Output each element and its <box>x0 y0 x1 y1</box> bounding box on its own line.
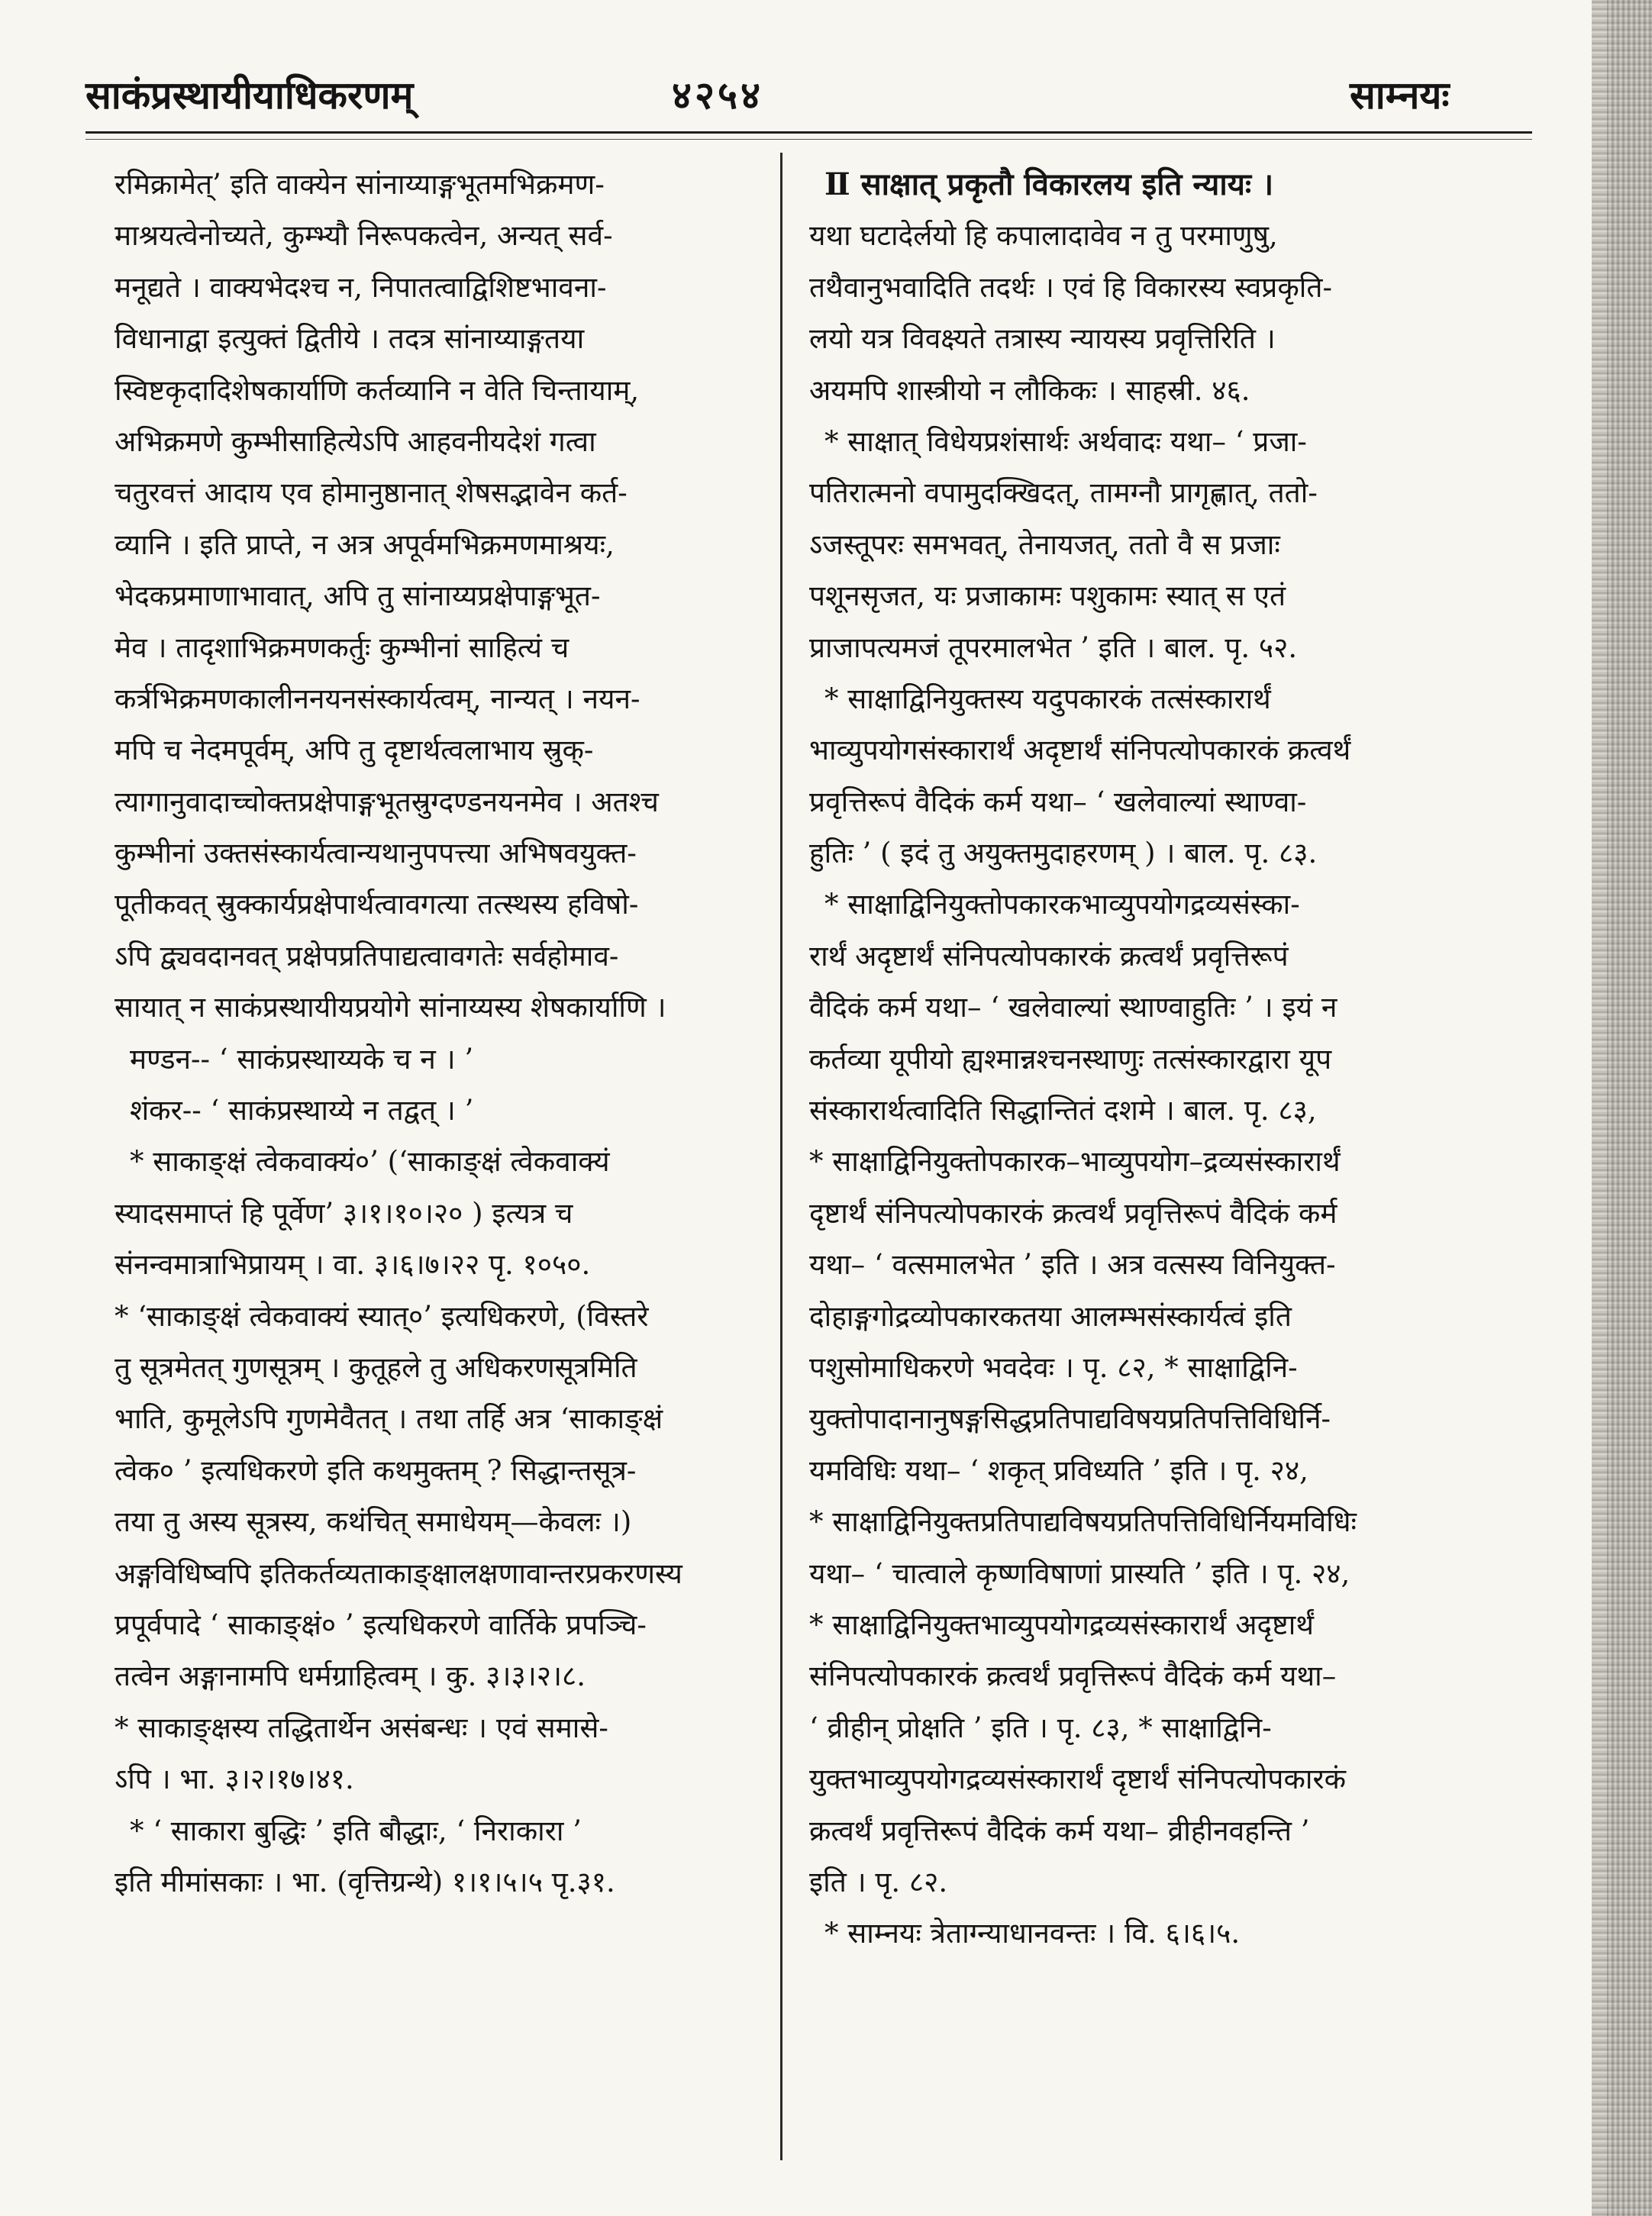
text-line: इति । पृ. ८२. <box>809 1865 948 1898</box>
text-line: वैदिकं कर्म यथा– ‘ खलेवाल्यां स्थाण्वाहुतिः ’ । इयं न <box>809 991 1337 1024</box>
text-line: दोहाङ्गगोद्रव्योपकारकतया आलम्भसंस्कार्यत्वं इति <box>809 1299 1292 1333</box>
text-line: त्वेक० ’ इत्यधिकरणे इति कथमुक्तम् ? सिद्धान्तसूत्र- <box>115 1453 637 1487</box>
text-line: अङ्गविधिष्वपि इतिकर्तव्यताकाङ्क्षालक्षणावान्तरप्रकरणस्य <box>115 1556 682 1590</box>
header-rule <box>86 131 1532 134</box>
text-line: यमविधिः यथा– ‘ शकृत् प्रविध्यति ’ इति । पृ. २४, <box>809 1453 1308 1487</box>
text-line: यथा घटादेर्लयो हि कपालादावेव न तु परमाणुषु, <box>809 219 1278 253</box>
text-line: संस्कारार्थत्वादिति सिद्धान्तितं दशमे । बाल. पृ. ८३, <box>809 1094 1317 1127</box>
entry-heading: * साक्षाद्विनियुक्तोपकारक–भाव्युपयोग–द्रव्यसंस्कारार्थं <box>809 1145 1341 1179</box>
entry-heading: * साकाङ्क्षस्य तद्धितार्थेन असंबन्धः । एवं समासे- <box>115 1711 608 1744</box>
text-line: कर्तव्या यूपीयो ह्यश्मान्नश्चनस्थाणुः तत्संस्कारद्वारा यूप <box>809 1042 1332 1076</box>
entry-heading: * साक्षाद्विनियुक्तस्य यदुपकारकं तत्संस्कारार्थं <box>824 682 1271 715</box>
text-line: स्यादसमाप्तं हि पूर्वेण’ ३।१।१०।२० ) इत्यत्र च <box>115 1196 573 1230</box>
text-line: कुम्भीनां उक्तसंस्कार्यत्वान्यथानुपपत्त्या अभिषवयुक्त- <box>115 837 637 870</box>
text-line: यथा– ‘ वत्समालभेत ’ इति । अत्र वत्सस्य विनियुक्त- <box>809 1248 1336 1282</box>
text-line: पशूनसृजत, यः प्रजाकामः पशुकामः स्यात् स एतं <box>809 579 1286 613</box>
text-line: अयमपि शास्त्रीयो न लौकिकः । साहस्री. ४६. <box>809 373 1250 407</box>
text-line: युक्तोपादानानुषङ्गसिद्धप्रतिपाद्यविषयप्रतिपत्तिविधिर्नि- <box>809 1402 1331 1436</box>
right-column <box>809 159 1523 1960</box>
entry-heading: * साम्नयः त्रेताग्न्याधानवन्तः । वि. ६।६।५. <box>824 1917 1241 1950</box>
entry-heading: * साक्षाद्विनियुक्तभाव्युपयोगद्रव्यसंस्कारार्थं अदृष्टार्थं <box>809 1608 1314 1641</box>
text-line: रार्थं अदृष्टार्थं संनिपत्योपकारकं क्रत्वर्थं प्रवृत्तिरूपं <box>809 939 1289 973</box>
entry-heading: * साकाङ्क्षं त्वेकवाक्यं०’ (‘साकाङ्क्षं त्वेकवाक्यं <box>130 1145 610 1179</box>
entry-heading: * साक्षात् विधेयप्रशंसार्थः अर्थवादः यथा– ‘ प्रजा- <box>824 424 1307 458</box>
running-header-title: साकंप्रस्थायीयाधिकरणम् <box>86 73 414 118</box>
text-line: मनूद्यते । वाक्यभेदश्च न, निपातत्वाद्विशिष्टभावना- <box>115 270 607 304</box>
text-line: प्रपूर्वपादे ‘ साकाङ्क्षं० ’ इत्यधिकरणे वार्तिके प्रपञ्चि- <box>115 1608 647 1641</box>
header-rule-thin <box>86 139 1532 140</box>
text-line: विधानाद्वा इत्युक्तं द्वितीये । तदत्र सांनाय्याङ्गतया <box>115 322 585 356</box>
text-line: माश्रयत्वेनोच्यते, कुम्भ्यौ निरूपकत्वेन, अन्यत् सर्व- <box>115 219 613 253</box>
text-line: हुतिः ’ ( इदं तु अयुक्तमुदाहरणम् ) । बाल. पृ. ८३. <box>809 837 1318 870</box>
text-line: प्रवृत्तिरूपं वैदिकं कर्म यथा– ‘ खलेवाल्यां स्थाण्वा- <box>809 785 1307 818</box>
text-line: अभिक्रमणे कुम्भीसाहित्येऽपि आहवनीयदेशं गत्वा <box>115 424 596 458</box>
running-header-keyword: साम्नयः <box>1350 73 1450 118</box>
text-line: क्रत्वर्थं प्रवृत्तिरूपं वैदिकं कर्म यथा– व्रीहीनवहन्ति ’ <box>809 1814 1310 1847</box>
left-column <box>115 159 763 1908</box>
section-heading: Ⅱ साक्षात् प्रकृतौ विकारलय इति न्यायः । <box>824 166 1274 202</box>
text-line: भाव्युपयोगसंस्कारार्थं अदृष्टार्थं संनिपत्योपकारकं क्रत्वर्थं <box>809 734 1351 767</box>
text-line: तया तु अस्य सूत्रस्य, कथंचित् समाधेयम्—केवलः ।) <box>115 1505 632 1539</box>
text-line: यथा– ‘ चात्वाले कृष्णविषाणां प्रास्यति ’ इति । पृ. २४, <box>809 1556 1350 1590</box>
text-line: संनन्वमात्राभिप्रायम् । वा. ३।६।७।२२ पृ. १०५०. <box>115 1248 591 1282</box>
text-line: भाति, कुमूलेऽपि गुणमेवैतत् । तथा तर्हि अत्र ‘साकाङ्क्षं <box>115 1402 663 1436</box>
text-line: तत्वेन अङ्गानामपि धर्मग्राहित्वम् । कु. ३।३।२।८. <box>115 1660 586 1693</box>
entry-heading: * ‘ साकारा बुद्धिः ’ इति बौद्धाः, ‘ निराकारा ’ <box>130 1814 582 1847</box>
text-line: व्यानि । इति प्राप्ते, न अत्र अपूर्वमभिक्रमणमाश्रयः, <box>115 527 615 561</box>
text-line: युक्तभाव्युपयोगद्रव्यसंस्कारार्थं दृष्टार्थं संनिपत्योपकारकं <box>809 1763 1346 1796</box>
text-line: शंकर-- ‘ साकंप्रस्थाय्ये न तद्वत् । ’ <box>130 1094 474 1127</box>
text-line: लयो यत्र विवक्ष्यते तत्रास्य न्यायस्य प्रवृत्तिरिति । <box>809 322 1276 356</box>
text-line: मेव । तादृशाभिक्रमणकर्तुः कुम्भीनां साहित्यं च <box>115 631 569 664</box>
text-line: इति मीमांसकाः । भा. (वृत्तिग्रन्थे) १।१।५।५ पृ.३१. <box>115 1865 615 1898</box>
text-line: चतुरवत्तं आदाय एव होमानुष्ठानात् शेषसद्भावेन कर्त- <box>115 476 628 510</box>
text-line: कर्त्रभिक्रमणकालीननयनसंस्कार्यत्वम्, नान्यत् । नयन- <box>115 682 640 715</box>
text-line: तु सूत्रमेतत् गुणसूत्रम् । कुतूहले तु अधिकरणसूत्रमिति <box>115 1350 637 1384</box>
text-line: सायात् न साकंप्रस्थायीयप्रयोगे सांनाय्यस्य शेषकार्याणि । <box>115 991 666 1024</box>
text-line: मण्डन-- ‘ साकंप्रस्थाय्यके च न । ’ <box>130 1042 474 1076</box>
text-line: संनिपत्योपकारकं क्रत्वर्थं प्रवृत्तिरूपं वैदिकं कर्म यथा– <box>809 1660 1337 1693</box>
text-line: ऽजस्तूपरः समभवत्, तेनायजत्, ततो वै स प्रजाः <box>809 527 1280 561</box>
text-line: त्यागानुवादाच्चोक्तप्रक्षेपाङ्गभूतस्रुग्दण्डनयनमेव । अतश्च <box>115 785 659 818</box>
text-line: ऽपि । भा. ३।२।१७।४१. <box>115 1763 354 1796</box>
entry-heading: * ‘साकाङ्क्षं त्वेकवाक्यं स्यात्०’ इत्यधिकरणे, (विस्तरे <box>115 1299 649 1333</box>
text-line: रमिक्रामेत्’ इति वाक्येन सांनाय्याङ्गभूतमभिक्रमण- <box>115 168 605 201</box>
text-line: प्राजापत्यमजं तूपरमालभेत ’ इति । बाल. पृ. ५२. <box>809 631 1298 664</box>
entry-heading: * साक्षाद्विनियुक्तप्रतिपाद्यविषयप्रतिपत्तिविधिर्नियमविधिः <box>809 1505 1357 1539</box>
text-line: भेदकप्रमाणाभावात्, अपि तु सांनाय्यप्रक्षेपाङ्गभूत- <box>115 579 601 613</box>
text-line: स्विष्टकृदादिशेषकार्याणि कर्तव्यानि न वेति चिन्तायाम्, <box>115 373 640 407</box>
scan-edge-noise-overlay <box>1607 0 1652 2216</box>
page-number: ४२५४ <box>672 73 763 118</box>
text-line: दृष्टार्थं संनिपत्योपकारकं क्रत्वर्थं प्रवृत्तिरूपं वैदिकं कर्म <box>809 1196 1337 1230</box>
text-line: पतिरात्मनो वपामुदक्खिदत्, तामग्नौ प्रागृह्णात्, ततो- <box>809 476 1318 510</box>
text-line: ऽपि द्व्यवदानवत् प्रक्षेपप्रतिपाद्यत्वावगतेः सर्वहोमाव- <box>115 939 619 973</box>
text-line: पूतीकवत् स्रुक्कार्यप्रक्षेपार्थत्वावगत्या तत्स्थस्य हविषो- <box>115 888 639 921</box>
column-divider <box>780 153 782 2160</box>
text-line: पशुसोमाधिकरणे भवदेवः । पृ. ८२, * साक्षाद्विनि- <box>809 1350 1298 1384</box>
text-line: मपि च नेदमपूर्वम्, अपि तु दृष्टार्थत्वलाभाय स्रुक्- <box>115 734 594 767</box>
entry-heading: * साक्षाद्विनियुक्तोपकारकभाव्युपयोगद्रव्यसंस्का- <box>824 888 1300 921</box>
text-line: तथैवानुभवादिति तदर्थः । एवं हि विकारस्य स्वप्रकृति- <box>809 270 1332 304</box>
text-line: ‘ व्रीहीन् प्रोक्षति ’ इति । पृ. ८३, * साक्षाद्विनि- <box>809 1711 1272 1744</box>
